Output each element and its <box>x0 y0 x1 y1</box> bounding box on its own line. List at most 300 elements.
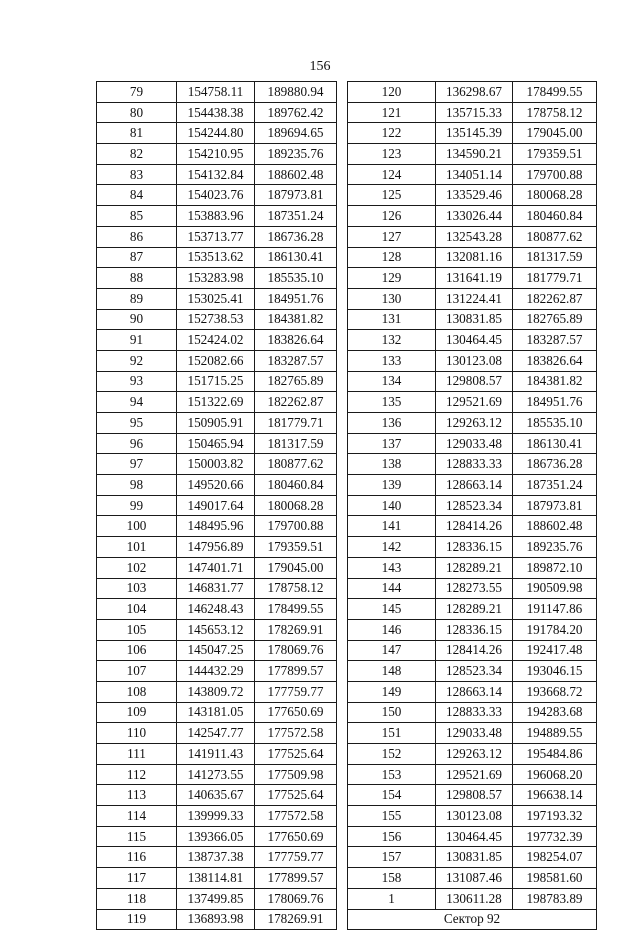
point-number-cell: 124 <box>348 164 436 185</box>
y-coordinate-cell: 197193.32 <box>513 806 597 827</box>
table-row <box>348 702 597 723</box>
x-coordinate-cell: 128414.26 <box>436 516 513 537</box>
x-coordinate-cell: 135145.39 <box>436 123 513 144</box>
y-coordinate-cell: 192417.48 <box>513 640 597 661</box>
y-coordinate-cell: 179045.00 <box>255 557 337 578</box>
x-coordinate-cell: 146248.43 <box>177 599 255 620</box>
y-coordinate-cell: 183826.64 <box>513 350 597 371</box>
y-coordinate-cell: 184381.82 <box>513 371 597 392</box>
point-number-cell: 134 <box>348 371 436 392</box>
point-number-cell: 92 <box>97 350 177 371</box>
y-coordinate-cell: 194889.55 <box>513 723 597 744</box>
y-coordinate-cell: 185535.10 <box>255 268 337 289</box>
table-row <box>348 330 597 351</box>
table-row <box>97 330 337 351</box>
x-coordinate-cell: 154758.11 <box>177 82 255 103</box>
table-row <box>348 206 597 227</box>
x-coordinate-cell: 130123.08 <box>436 350 513 371</box>
point-number-cell: 130 <box>348 288 436 309</box>
point-number-cell: 109 <box>97 702 177 723</box>
table-row <box>348 599 597 620</box>
table-row <box>97 868 337 889</box>
x-coordinate-cell: 147956.89 <box>177 537 255 558</box>
x-coordinate-cell: 129808.57 <box>436 785 513 806</box>
x-coordinate-cell: 152082.66 <box>177 350 255 371</box>
table-row <box>348 82 597 103</box>
table-row <box>348 144 597 165</box>
table-row <box>348 578 597 599</box>
x-coordinate-cell: 132081.16 <box>436 247 513 268</box>
table-row <box>348 371 597 392</box>
x-coordinate-cell: 146831.77 <box>177 578 255 599</box>
table-row <box>348 557 597 578</box>
x-coordinate-cell: 128336.15 <box>436 619 513 640</box>
table-row <box>97 516 337 537</box>
y-coordinate-cell: 177525.64 <box>255 744 337 765</box>
table-row <box>348 392 597 413</box>
y-coordinate-cell: 177899.57 <box>255 868 337 889</box>
x-coordinate-cell: 153883.96 <box>177 206 255 227</box>
point-number-cell: 103 <box>97 578 177 599</box>
table-row <box>348 619 597 640</box>
table-row <box>348 309 597 330</box>
y-coordinate-cell: 179700.88 <box>513 164 597 185</box>
point-number-cell: 131 <box>348 309 436 330</box>
table-row <box>348 537 597 558</box>
table-row <box>97 578 337 599</box>
point-number-cell: 143 <box>348 557 436 578</box>
point-number-cell: 89 <box>97 288 177 309</box>
table-row <box>348 495 597 516</box>
point-number-cell: 135 <box>348 392 436 413</box>
x-coordinate-cell: 128289.21 <box>436 599 513 620</box>
x-coordinate-cell: 128414.26 <box>436 640 513 661</box>
x-coordinate-cell: 134590.21 <box>436 144 513 165</box>
x-coordinate-cell: 129521.69 <box>436 764 513 785</box>
y-coordinate-cell: 193046.15 <box>513 661 597 682</box>
point-number-cell: 111 <box>97 744 177 765</box>
table-row <box>348 288 597 309</box>
table-row <box>97 826 337 847</box>
y-coordinate-cell: 187351.24 <box>255 206 337 227</box>
table-row <box>97 640 337 661</box>
y-coordinate-cell: 188602.48 <box>513 516 597 537</box>
y-coordinate-cell: 187973.81 <box>255 185 337 206</box>
point-number-cell: 121 <box>348 102 436 123</box>
y-coordinate-cell: 180068.28 <box>513 185 597 206</box>
table-row <box>348 164 597 185</box>
table-row <box>348 247 597 268</box>
table-row <box>97 82 337 103</box>
x-coordinate-cell: 128663.14 <box>436 681 513 702</box>
table-row <box>97 723 337 744</box>
point-number-cell: 136 <box>348 413 436 434</box>
y-coordinate-cell: 178499.55 <box>255 599 337 620</box>
page-number: 156 <box>309 59 331 74</box>
y-coordinate-cell: 181779.71 <box>513 268 597 289</box>
y-coordinate-cell: 180877.62 <box>513 226 597 247</box>
x-coordinate-cell: 142547.77 <box>177 723 255 744</box>
table-row <box>348 123 597 144</box>
x-coordinate-cell: 133529.46 <box>436 185 513 206</box>
table-row <box>97 392 337 413</box>
y-coordinate-cell: 179359.51 <box>513 144 597 165</box>
table-row <box>97 702 337 723</box>
table-row <box>97 785 337 806</box>
x-coordinate-cell: 151322.69 <box>177 392 255 413</box>
y-coordinate-cell: 198254.07 <box>513 847 597 868</box>
coordinates-table-right-body <box>348 82 597 930</box>
x-coordinate-cell: 150465.94 <box>177 433 255 454</box>
point-number-cell: 117 <box>97 868 177 889</box>
x-coordinate-cell: 129033.48 <box>436 433 513 454</box>
x-coordinate-cell: 145653.12 <box>177 619 255 640</box>
point-number-cell: 102 <box>97 557 177 578</box>
y-coordinate-cell: 184951.76 <box>255 288 337 309</box>
y-coordinate-cell: 177572.58 <box>255 806 337 827</box>
x-coordinate-cell: 153025.41 <box>177 288 255 309</box>
y-coordinate-cell: 177509.98 <box>255 764 337 785</box>
x-coordinate-cell: 134051.14 <box>436 164 513 185</box>
table-row <box>97 123 337 144</box>
y-coordinate-cell: 182765.89 <box>513 309 597 330</box>
x-coordinate-cell: 128336.15 <box>436 537 513 558</box>
table-row <box>97 599 337 620</box>
point-number-cell: 150 <box>348 702 436 723</box>
x-coordinate-cell: 139999.33 <box>177 806 255 827</box>
table-row <box>348 847 597 868</box>
point-number-cell: 116 <box>97 847 177 868</box>
table-row <box>348 826 597 847</box>
x-coordinate-cell: 130611.28 <box>436 888 513 909</box>
point-number-cell: 149 <box>348 681 436 702</box>
table-row <box>97 288 337 309</box>
y-coordinate-cell: 193668.72 <box>513 681 597 702</box>
table-row <box>97 681 337 702</box>
y-coordinate-cell: 178758.12 <box>513 102 597 123</box>
table-row <box>97 661 337 682</box>
x-coordinate-cell: 137499.85 <box>177 888 255 909</box>
point-number-cell: 85 <box>97 206 177 227</box>
point-number-cell: 112 <box>97 764 177 785</box>
table-row <box>97 537 337 558</box>
point-number-cell: 141 <box>348 516 436 537</box>
point-number-cell: 118 <box>97 888 177 909</box>
y-coordinate-cell: 177650.69 <box>255 826 337 847</box>
y-coordinate-cell: 183287.57 <box>513 330 597 351</box>
table-row <box>348 661 597 682</box>
y-coordinate-cell: 178069.76 <box>255 640 337 661</box>
y-coordinate-cell: 195484.86 <box>513 744 597 765</box>
point-number-cell: 99 <box>97 495 177 516</box>
point-number-cell: 114 <box>97 806 177 827</box>
table-row <box>348 350 597 371</box>
point-number-cell: 132 <box>348 330 436 351</box>
y-coordinate-cell: 177572.58 <box>255 723 337 744</box>
table-row <box>348 185 597 206</box>
point-number-cell: 152 <box>348 744 436 765</box>
y-coordinate-cell: 189694.65 <box>255 123 337 144</box>
y-coordinate-cell: 177525.64 <box>255 785 337 806</box>
y-coordinate-cell: 185535.10 <box>513 413 597 434</box>
x-coordinate-cell: 131641.19 <box>436 268 513 289</box>
y-coordinate-cell: 197732.39 <box>513 826 597 847</box>
x-coordinate-cell: 148495.96 <box>177 516 255 537</box>
table-row <box>348 413 597 434</box>
point-number-cell: 88 <box>97 268 177 289</box>
point-number-cell: 120 <box>348 82 436 103</box>
y-coordinate-cell: 186130.41 <box>255 247 337 268</box>
point-number-cell: 144 <box>348 578 436 599</box>
point-number-cell: 122 <box>348 123 436 144</box>
x-coordinate-cell: 136893.98 <box>177 909 255 930</box>
table-row <box>348 744 597 765</box>
point-number-cell: 145 <box>348 599 436 620</box>
table-row <box>97 909 337 930</box>
point-number-cell: 97 <box>97 454 177 475</box>
x-coordinate-cell: 128523.34 <box>436 661 513 682</box>
x-coordinate-cell: 154132.84 <box>177 164 255 185</box>
x-coordinate-cell: 152424.02 <box>177 330 255 351</box>
x-coordinate-cell: 149017.64 <box>177 495 255 516</box>
x-coordinate-cell: 145047.25 <box>177 640 255 661</box>
table-row <box>97 495 337 516</box>
point-number-cell: 133 <box>348 350 436 371</box>
table-row <box>348 433 597 454</box>
table-row <box>348 888 597 909</box>
table-row <box>348 226 597 247</box>
point-number-cell: 113 <box>97 785 177 806</box>
y-coordinate-cell: 190509.98 <box>513 578 597 599</box>
point-number-cell: 100 <box>97 516 177 537</box>
y-coordinate-cell: 191784.20 <box>513 619 597 640</box>
x-coordinate-cell: 128523.34 <box>436 495 513 516</box>
point-number-cell: 126 <box>348 206 436 227</box>
x-coordinate-cell: 129521.69 <box>436 392 513 413</box>
x-coordinate-cell: 154210.95 <box>177 144 255 165</box>
y-coordinate-cell: 184951.76 <box>513 392 597 413</box>
point-number-cell: 80 <box>97 102 177 123</box>
table-row <box>348 868 597 889</box>
sector-row <box>348 909 597 930</box>
point-number-cell: 84 <box>97 185 177 206</box>
y-coordinate-cell: 189880.94 <box>255 82 337 103</box>
y-coordinate-cell: 191147.86 <box>513 599 597 620</box>
point-number-cell: 87 <box>97 247 177 268</box>
y-coordinate-cell: 177650.69 <box>255 702 337 723</box>
x-coordinate-cell: 129263.12 <box>436 744 513 765</box>
y-coordinate-cell: 198783.89 <box>513 888 597 909</box>
x-coordinate-cell: 129263.12 <box>436 413 513 434</box>
table-row <box>97 247 337 268</box>
table-row <box>97 888 337 909</box>
coordinates-table-left-body <box>97 82 337 930</box>
table-row <box>348 640 597 661</box>
point-number-cell: 93 <box>97 371 177 392</box>
table-row <box>97 309 337 330</box>
table-row <box>97 226 337 247</box>
point-number-cell: 142 <box>348 537 436 558</box>
point-number-cell: 151 <box>348 723 436 744</box>
y-coordinate-cell: 178269.91 <box>255 909 337 930</box>
x-coordinate-cell: 152738.53 <box>177 309 255 330</box>
y-coordinate-cell: 177899.57 <box>255 661 337 682</box>
x-coordinate-cell: 129033.48 <box>436 723 513 744</box>
point-number-cell: 125 <box>348 185 436 206</box>
point-number-cell: 158 <box>348 868 436 889</box>
point-number-cell: 154 <box>348 785 436 806</box>
y-coordinate-cell: 180460.84 <box>255 475 337 496</box>
y-coordinate-cell: 180460.84 <box>513 206 597 227</box>
y-coordinate-cell: 186736.28 <box>513 454 597 475</box>
x-coordinate-cell: 130464.45 <box>436 330 513 351</box>
table-row <box>97 744 337 765</box>
point-number-cell: 110 <box>97 723 177 744</box>
x-coordinate-cell: 128833.33 <box>436 702 513 723</box>
point-number-cell: 94 <box>97 392 177 413</box>
y-coordinate-cell: 180068.28 <box>255 495 337 516</box>
y-coordinate-cell: 187973.81 <box>513 495 597 516</box>
x-coordinate-cell: 139366.05 <box>177 826 255 847</box>
table-row <box>97 268 337 289</box>
table-row <box>97 475 337 496</box>
x-coordinate-cell: 141911.43 <box>177 744 255 765</box>
table-row <box>348 516 597 537</box>
y-coordinate-cell: 181317.59 <box>513 247 597 268</box>
y-coordinate-cell: 182765.89 <box>255 371 337 392</box>
y-coordinate-cell: 177759.77 <box>255 847 337 868</box>
y-coordinate-cell: 179045.00 <box>513 123 597 144</box>
y-coordinate-cell: 183287.57 <box>255 350 337 371</box>
x-coordinate-cell: 130831.85 <box>436 309 513 330</box>
y-coordinate-cell: 189872.10 <box>513 557 597 578</box>
table-row <box>97 557 337 578</box>
x-coordinate-cell: 154244.80 <box>177 123 255 144</box>
x-coordinate-cell: 154023.76 <box>177 185 255 206</box>
x-coordinate-cell: 133026.44 <box>436 206 513 227</box>
y-coordinate-cell: 181779.71 <box>255 413 337 434</box>
x-coordinate-cell: 150905.91 <box>177 413 255 434</box>
x-coordinate-cell: 149520.66 <box>177 475 255 496</box>
y-coordinate-cell: 196068.20 <box>513 764 597 785</box>
point-number-cell: 98 <box>97 475 177 496</box>
point-number-cell: 86 <box>97 226 177 247</box>
x-coordinate-cell: 153283.98 <box>177 268 255 289</box>
point-number-cell: 106 <box>97 640 177 661</box>
x-coordinate-cell: 130464.45 <box>436 826 513 847</box>
point-number-cell: 101 <box>97 537 177 558</box>
point-number-cell: 79 <box>97 82 177 103</box>
table-row <box>97 206 337 227</box>
point-number-cell: 157 <box>348 847 436 868</box>
y-coordinate-cell: 196638.14 <box>513 785 597 806</box>
point-number-cell: 81 <box>97 123 177 144</box>
x-coordinate-cell: 130123.08 <box>436 806 513 827</box>
x-coordinate-cell: 151715.25 <box>177 371 255 392</box>
x-coordinate-cell: 154438.38 <box>177 102 255 123</box>
x-coordinate-cell: 128663.14 <box>436 475 513 496</box>
x-coordinate-cell: 138737.38 <box>177 847 255 868</box>
point-number-cell: 156 <box>348 826 436 847</box>
x-coordinate-cell: 131087.46 <box>436 868 513 889</box>
coordinates-table-right <box>347 81 597 930</box>
table-row <box>97 102 337 123</box>
coordinates-table-left <box>96 81 337 930</box>
point-number-cell: 140 <box>348 495 436 516</box>
table-row <box>97 433 337 454</box>
table-row <box>97 371 337 392</box>
x-coordinate-cell: 150003.82 <box>177 454 255 475</box>
y-coordinate-cell: 194283.68 <box>513 702 597 723</box>
y-coordinate-cell: 183826.64 <box>255 330 337 351</box>
point-number-cell: 148 <box>348 661 436 682</box>
y-coordinate-cell: 181317.59 <box>255 433 337 454</box>
y-coordinate-cell: 179700.88 <box>255 516 337 537</box>
y-coordinate-cell: 178069.76 <box>255 888 337 909</box>
x-coordinate-cell: 144432.29 <box>177 661 255 682</box>
point-number-cell: 104 <box>97 599 177 620</box>
point-number-cell: 105 <box>97 619 177 640</box>
point-number-cell: 82 <box>97 144 177 165</box>
y-coordinate-cell: 178269.91 <box>255 619 337 640</box>
y-coordinate-cell: 178499.55 <box>513 82 597 103</box>
point-number-cell: 1 <box>348 888 436 909</box>
point-number-cell: 129 <box>348 268 436 289</box>
table-row <box>97 413 337 434</box>
table-row <box>97 350 337 371</box>
table-row <box>97 185 337 206</box>
table-row <box>97 764 337 785</box>
y-coordinate-cell: 189235.76 <box>513 537 597 558</box>
x-coordinate-cell: 128273.55 <box>436 578 513 599</box>
y-coordinate-cell: 188602.48 <box>255 164 337 185</box>
sector-label: Сектор 92 <box>348 909 597 930</box>
y-coordinate-cell: 180877.62 <box>255 454 337 475</box>
point-number-cell: 96 <box>97 433 177 454</box>
point-number-cell: 137 <box>348 433 436 454</box>
y-coordinate-cell: 186130.41 <box>513 433 597 454</box>
table-row <box>348 454 597 475</box>
y-coordinate-cell: 177759.77 <box>255 681 337 702</box>
table-row <box>97 847 337 868</box>
table-row <box>97 144 337 165</box>
table-row <box>348 764 597 785</box>
point-number-cell: 107 <box>97 661 177 682</box>
table-row <box>348 475 597 496</box>
x-coordinate-cell: 131224.41 <box>436 288 513 309</box>
point-number-cell: 119 <box>97 909 177 930</box>
x-coordinate-cell: 153513.62 <box>177 247 255 268</box>
point-number-cell: 147 <box>348 640 436 661</box>
y-coordinate-cell: 186736.28 <box>255 226 337 247</box>
point-number-cell: 139 <box>348 475 436 496</box>
x-coordinate-cell: 132543.28 <box>436 226 513 247</box>
table-row <box>97 454 337 475</box>
point-number-cell: 127 <box>348 226 436 247</box>
table-row <box>348 785 597 806</box>
x-coordinate-cell: 128289.21 <box>436 557 513 578</box>
point-number-cell: 123 <box>348 144 436 165</box>
table-row <box>348 102 597 123</box>
point-number-cell: 115 <box>97 826 177 847</box>
y-coordinate-cell: 178758.12 <box>255 578 337 599</box>
x-coordinate-cell: 143809.72 <box>177 681 255 702</box>
point-number-cell: 108 <box>97 681 177 702</box>
x-coordinate-cell: 147401.71 <box>177 557 255 578</box>
point-number-cell: 91 <box>97 330 177 351</box>
x-coordinate-cell: 153713.77 <box>177 226 255 247</box>
x-coordinate-cell: 138114.81 <box>177 868 255 889</box>
